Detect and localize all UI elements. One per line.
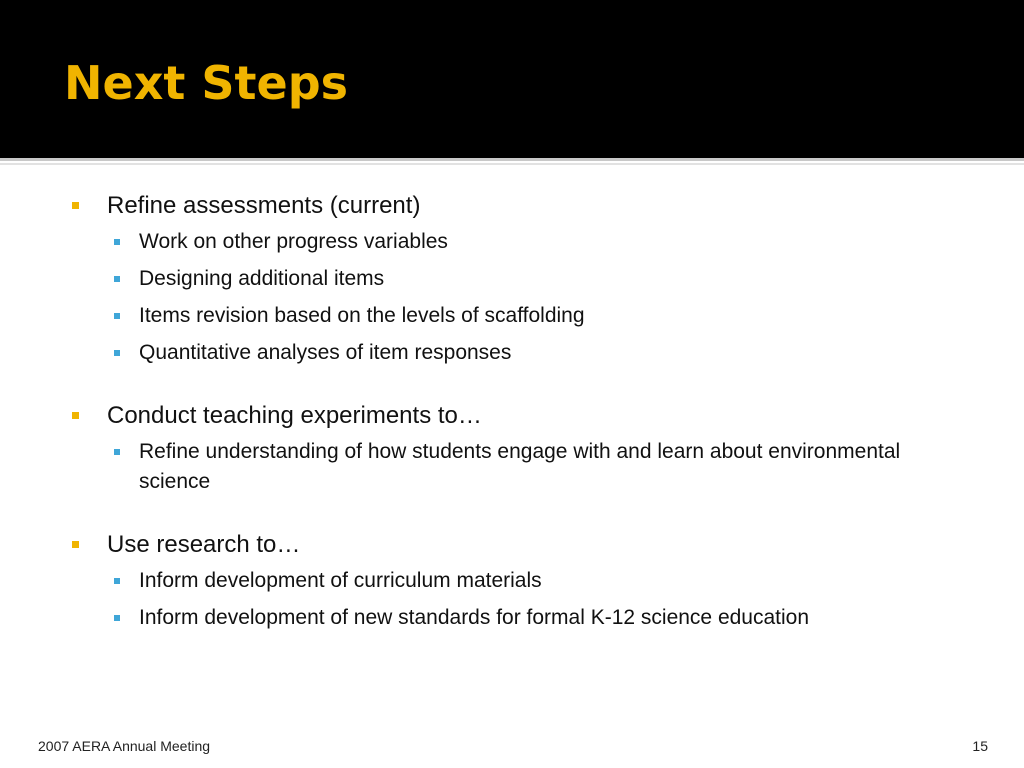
footer-text: 2007 AERA Annual Meeting [38,738,211,754]
square-bullet-icon [72,412,79,419]
square-bullet-icon [114,276,120,282]
sub-bullet-text: Inform development of curriculum materials [139,569,542,592]
sub-bullet-text: Items revision based on the levels of scaffolding [139,304,585,327]
sub-bullet [72,603,952,633]
square-bullet-icon [114,313,120,319]
sub-bullet [72,338,952,368]
square-bullet-icon [72,541,79,548]
sub-bullet-text: Work on other progress variables [139,230,448,253]
sub-bullet-text: Quantitative analyses of item responses [139,341,512,364]
square-bullet-icon [114,615,120,621]
sub-bullet [72,566,952,596]
sub-bullet [72,437,952,497]
square-bullet-icon [114,239,120,245]
sub-bullet-text: Inform development of new standards for formal K-12 science education [139,606,810,629]
square-bullet-icon [114,578,120,584]
bullet-text: Conduct teaching experiments to… [107,402,482,429]
square-bullet-icon [72,202,79,209]
bullet-text: Refine assessments (current) [107,192,421,219]
square-bullet-icon [114,449,120,455]
sub-bullet [72,264,952,294]
title-divider-secondary [0,163,1024,165]
square-bullet-icon [114,350,120,356]
bullet-group-teaching [72,402,952,497]
bullet-level1 [72,192,952,220]
sub-bullet-text: Designing additional items [139,267,385,290]
bullet-level1 [72,531,952,559]
sub-bullet-text: Refine understanding of how students engage with and learn about environmental science [139,440,901,493]
sub-bullet [72,301,952,331]
bullet-level1 [72,402,952,430]
title-divider [0,158,1024,161]
bullet-text: Use research to… [107,531,301,558]
bullet-list [72,192,952,633]
bullet-group-refine [72,192,952,368]
bullet-group-research [72,531,952,633]
sub-bullet [72,227,952,257]
slide-title: Next Steps [64,56,348,110]
slide-number: 15 [972,738,988,754]
